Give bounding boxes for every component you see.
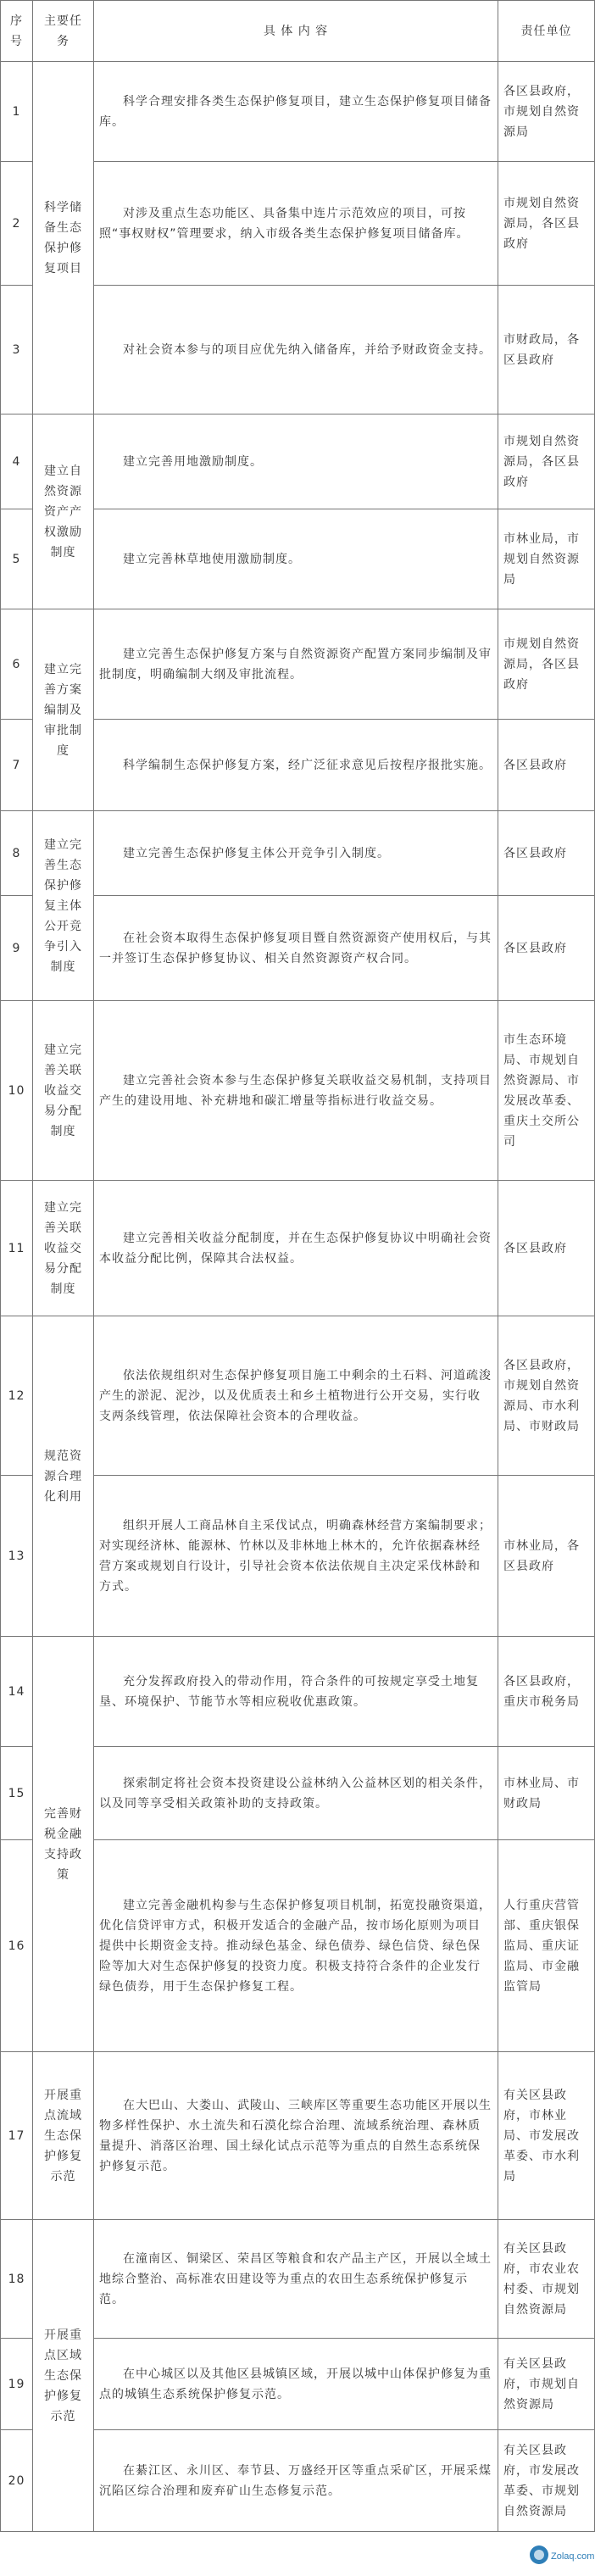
table-row [1, 414, 595, 509]
task-cell: 科学储备生态保护修复项目 [33, 62, 94, 414]
task-cell: 开展重点区域生态保护修复示范 [33, 2220, 94, 2532]
table-row [1, 1001, 595, 1181]
content-cell: 对涉及重点生态功能区、具备集中连片示范效应的项目，可按照“事权财权”管理要求，纳入市级各类生态保护修复项目储备库。 [94, 162, 498, 286]
row-number: 19 [1, 2339, 33, 2430]
task-cell: 建立完善关联收益交易分配制度 [33, 1001, 94, 1181]
unit-cell: 市规划自然资源局，各区县政府 [498, 609, 595, 720]
header-task: 主要任务 [33, 1, 94, 62]
content-cell: 建立完善金融机构参与生态保护修复项目机制，拓宽投融资渠道，优化信贷评审方式，积极开发适合的金融产品，按市场化原则为项目提供中长期资金支持。推动绿色基金、绿色债券、绿色信贷、绿色保险等加大对生态保护修复的投资力度。积极支持符合条件的企业发行绿色债券，用于生态保护修复工程。 [94, 1840, 498, 2052]
content-cell: 充分发挥政府投入的带动作用，符合条件的可按规定享受土地复垦、环境保护、节能节水等相应税收优惠政策。 [94, 1637, 498, 1747]
row-number: 18 [1, 2220, 33, 2339]
table-row [1, 1181, 595, 1316]
task-cell: 建立完善生态保护修复主体公开竞争引入制度 [33, 811, 94, 1001]
content-cell: 组织开展人工商品林自主采伐试点，明确森林经营方案编制要求；对实现经济林、能源林、竹林以及非林地上林木的，允许依据森林经营方案或规划自行设计，引导社会资本依法依规自主决定采伐林龄和方式。 [94, 1476, 498, 1637]
content-cell: 在綦江区、永川区、奉节县、万盛经开区等重点采矿区，开展采煤沉陷区综合治理和废弃矿山生态修复示范。 [94, 2430, 498, 2532]
content-cell: 探索制定将社会资本投资建设公益林纳入公益林区划的相关条件，以及同等享受相关政策补助的支持政策。 [94, 1747, 498, 1840]
unit-cell: 各区县政府 [498, 720, 595, 811]
unit-cell: 人行重庆营管部、重庆银保监局、重庆证监局、市金融监管局 [498, 1840, 595, 2052]
unit-cell: 市林业局，市规划自然资源局 [498, 509, 595, 609]
content-cell: 建立完善相关收益分配制度，并在生态保护修复协议中明确社会资本收益分配比例，保障其合法权益。 [94, 1181, 498, 1316]
task-cell: 开展重点流域生态保护修复示范 [33, 2052, 94, 2220]
row-number: 8 [1, 811, 33, 896]
unit-cell: 各区县政府，重庆市税务局 [498, 1637, 595, 1747]
row-number: 12 [1, 1316, 33, 1476]
content-cell: 建立完善生态保护修复主体公开竞争引入制度。 [94, 811, 498, 896]
row-number: 13 [1, 1476, 33, 1637]
task-cell: 建立完善关联收益交易分配制度 [33, 1181, 94, 1316]
row-number: 14 [1, 1637, 33, 1747]
table-row [1, 1316, 595, 1476]
unit-cell: 有关区县政府，市发展改革委、市规划自然资源局 [498, 2430, 595, 2532]
content-cell: 科学合理安排各类生态保护修复项目，建立生态保护修复项目储备库。 [94, 62, 498, 162]
unit-cell: 各区县政府，市规划自然资源局 [498, 62, 595, 162]
unit-cell: 有关区县政府，市规划自然资源局 [498, 2339, 595, 2430]
content-cell: 对社会资本参与的项目应优先纳入储备库，并给予财政资金支持。 [94, 286, 498, 414]
row-number: 5 [1, 509, 33, 609]
content-cell: 在社会资本取得生态保护修复项目暨自然资源资产使用权后，与其一并签订生态保护修复协议、相关自然资源资产权合同。 [94, 896, 498, 1001]
task-cell: 建立自然资源资产产权激励制度 [33, 414, 94, 609]
table-row [1, 2052, 595, 2220]
unit-cell: 各区县政府 [498, 1181, 595, 1316]
unit-cell: 市生态环境局、市规划自然资源局、市发展改革委、重庆土交所公司 [498, 1001, 595, 1181]
content-cell: 建立完善用地激励制度。 [94, 414, 498, 509]
row-number: 6 [1, 609, 33, 720]
unit-cell: 市财政局，各区县政府 [498, 286, 595, 414]
content-cell: 在潼南区、铜梁区、荣昌区等粮食和农产品主产区，开展以全域土地综合整治、高标准农田建设等为重点的农田生态系统保护修复示范。 [94, 2220, 498, 2339]
row-number: 1 [1, 62, 33, 162]
content-cell: 建立完善社会资本参与生态保护修复关联收益交易机制，支持项目产生的建设用地、补充耕地和碳汇增量等指标进行收益交易。 [94, 1001, 498, 1181]
unit-cell: 市林业局，各区县政府 [498, 1476, 595, 1637]
header-no: 序号 [1, 1, 33, 62]
watermark-logo-text: Zolaq.com [551, 2551, 595, 2562]
unit-cell: 各区县政府 [498, 896, 595, 1001]
row-number: 16 [1, 1840, 33, 2052]
unit-cell: 市林业局、市财政局 [498, 1747, 595, 1840]
unit-cell: 有关区县政府，市林业局、市发展改革委、市水利局 [498, 2052, 595, 2220]
table-row [1, 811, 595, 896]
row-number: 7 [1, 720, 33, 811]
header-content: 具 体 内 容 [94, 1, 498, 62]
row-number: 3 [1, 286, 33, 414]
row-number: 2 [1, 162, 33, 286]
row-number: 4 [1, 414, 33, 509]
task-cell: 完善财税金融支持政策 [33, 1637, 94, 2052]
unit-cell: 各区县政府 [498, 811, 595, 896]
row-number: 9 [1, 896, 33, 1001]
row-number: 10 [1, 1001, 33, 1181]
content-cell: 在中心城区以及其他区县城镇区域，开展以城中山体保护修复为重点的城镇生态系统保护修复示范。 [94, 2339, 498, 2430]
table-row [1, 609, 595, 720]
row-number: 20 [1, 2430, 33, 2532]
unit-cell: 市规划自然资源局，各区县政府 [498, 162, 595, 286]
table-row [1, 62, 595, 162]
task-cell: 规范资源合理化利用 [33, 1316, 94, 1637]
unit-cell: 有关区县政府，市农业农村委、市规划自然资源局 [498, 2220, 595, 2339]
table-header-row [1, 1, 595, 62]
unit-cell: 各区县政府，市规划自然资源局、市水利局、市财政局 [498, 1316, 595, 1476]
table-row [1, 1637, 595, 1747]
header-unit: 责任单位 [498, 1, 595, 62]
content-cell: 建立完善生态保护修复方案与自然资源资产配置方案同步编制及审批制度，明确编制大纲及审批流程。 [94, 609, 498, 720]
content-cell: 依法依规组织对生态保护修复项目施工中剩余的土石料、河道疏浚产生的淤泥、泥沙，以及优质表土和乡土植物进行公开交易，实行收支两条线管理，依法保障社会资本的合理收益。 [94, 1316, 498, 1476]
row-number: 17 [1, 2052, 33, 2220]
row-number: 11 [1, 1181, 33, 1316]
row-number: 15 [1, 1747, 33, 1840]
content-cell: 科学编制生态保护修复方案，经广泛征求意见后按程序报批实施。 [94, 720, 498, 811]
content-cell: 在大巴山、大娄山、武陵山、三峡库区等重要生态功能区开展以生物多样性保护、水土流失和石漠化综合治理、流域系统治理、森林质量提升、消落区治理、国土绿化试点示范等为重点的自然生态系统保护修复示范。 [94, 2052, 498, 2220]
content-cell: 建立完善林草地使用激励制度。 [94, 509, 498, 609]
watermark-logo [527, 2540, 595, 2569]
unit-cell: 市规划自然资源局，各区县政府 [498, 414, 595, 509]
task-cell: 建立完善方案编制及审批制度 [33, 609, 94, 811]
table-row [1, 2220, 595, 2339]
